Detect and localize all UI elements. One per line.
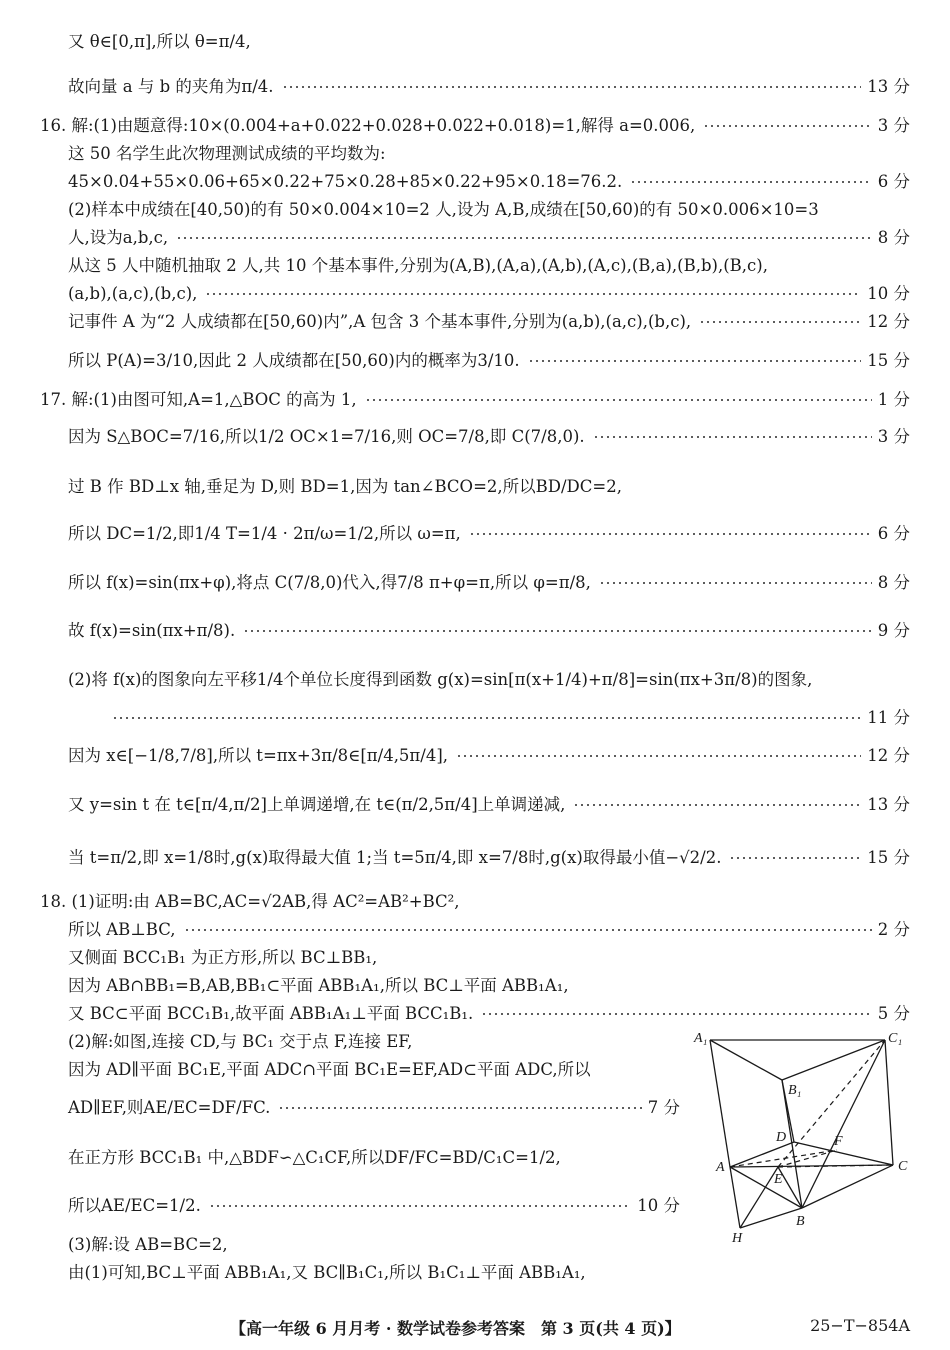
text-line	[0, 1195, 680, 1217]
line-text: 所以 P(A)=3/10,因此 2 人成绩都在[50,60)内的概率为3/10.	[68, 351, 520, 370]
text-line	[0, 1147, 680, 1169]
line-text: 又 θ∈[0,π],所以 θ=π/4,	[68, 32, 251, 51]
score: 15 分	[867, 848, 910, 867]
label-e: E	[774, 1172, 783, 1187]
text-line	[0, 476, 950, 498]
line-text: 所以 f(x)=sin(πx+φ),将点 C(7/8,0)代入,得7/8 π+φ=π,所以 φ=π/8,	[68, 573, 591, 592]
line-text: 故向量 a 与 b 的夹角为π/4.	[68, 77, 274, 96]
text-line	[0, 1234, 680, 1256]
text-line	[0, 350, 950, 372]
leader-dots	[282, 86, 862, 88]
label-a: A	[716, 1160, 725, 1175]
score: 3 分	[877, 427, 910, 446]
prism-figure	[690, 1030, 920, 1245]
leader-dots	[176, 237, 872, 239]
score: 1 分	[877, 390, 910, 409]
edge-c1-c	[885, 1040, 893, 1165]
line-text: 因为 S△BOC=7/16,所以1/2 OC×1=7/16,则 OC=7/8,即 C(7/8,0).	[68, 427, 585, 446]
text-line	[0, 523, 950, 545]
score: 7 分	[647, 1098, 680, 1117]
score: 3 分	[877, 116, 910, 135]
leader-dots	[573, 804, 861, 806]
edge-a-b	[730, 1167, 802, 1208]
leader-dots	[469, 533, 872, 535]
text-line	[0, 919, 950, 941]
score: 8 分	[877, 228, 910, 247]
text-line	[0, 426, 950, 448]
leader-dots	[481, 1013, 872, 1015]
line-text: (3)解:设 AB=BC=2,	[68, 1235, 228, 1254]
leader-dots	[729, 857, 861, 859]
text-line	[0, 620, 950, 642]
line-text: 因为 AD∥平面 BC₁E,平面 ADC∩平面 BC₁E=EF,AD⊂平面 ADC,所以	[68, 1060, 591, 1079]
line-text: 人,设为a,b,c,	[68, 228, 169, 247]
text-line	[0, 31, 950, 53]
edge-a-h	[730, 1167, 740, 1228]
text-line	[0, 947, 950, 969]
line-text: 18. (1)证明:由 AB=BC,AC=√2AB,得 AC²=AB²+BC²,	[40, 892, 460, 911]
leader-dots	[205, 293, 861, 295]
score: 12 分	[867, 746, 910, 765]
score: 6 分	[877, 524, 910, 543]
text-line	[0, 572, 950, 594]
label-a1: A₁	[694, 1031, 708, 1046]
line-text: 这 50 名学生此次物理测试成绩的平均数为:	[68, 144, 386, 163]
line-text: (2)解:如图,连接 CD,与 BC₁ 交于点 F,连接 EF,	[68, 1032, 413, 1051]
footer-title: 【高一年级 6 月月考 · 数学试卷参考答案 第 3 页(共 4 页)】	[230, 1319, 681, 1338]
text-line	[0, 143, 950, 165]
leader-dots	[528, 360, 862, 362]
footer-code: 25−T−854A	[810, 1316, 910, 1335]
leader-dots	[243, 630, 872, 632]
text-line	[0, 847, 950, 869]
edge-h-b	[740, 1208, 802, 1228]
line-text: 故 f(x)=sin(πx+π/8).	[68, 621, 236, 640]
text-line	[0, 283, 950, 305]
line-text: (a,b),(a,c),(b,c),	[68, 284, 198, 303]
line-text: 又 y=sin t 在 t∈[π/4,π/2]上单调递增,在 t∈(π/2,5π/4]上单调递减,	[68, 795, 566, 814]
leader-dots	[703, 125, 871, 127]
leader-dots	[112, 717, 861, 719]
line-text: 45×0.04+55×0.06+65×0.22+75×0.28+85×0.22+95×0.18=76.2.	[68, 172, 623, 191]
text-line	[0, 1031, 680, 1053]
line-text: 当 t=π/2,即 x=1/8时,g(x)取得最大值 1;当 t=5π/4,即 x=7/8时,g(x)取得最小值−√2/2.	[68, 848, 722, 867]
line-text: 又侧面 BCC₁B₁ 为正方形,所以 BC⊥BB₁,	[68, 948, 378, 967]
score: 8 分	[877, 573, 910, 592]
score: 5 分	[877, 1004, 910, 1023]
score: 13 分	[867, 77, 910, 96]
label-b1: B₁	[788, 1083, 802, 1098]
score: 6 分	[877, 172, 910, 191]
label-h: H	[732, 1231, 743, 1245]
text-line	[0, 76, 950, 98]
line-text: 由(1)可知,BC⊥平面 ABB₁A₁,又 BC∥B₁C₁,所以 B₁C₁⊥平面 ABB₁A₁,	[68, 1263, 586, 1282]
score: 9 分	[877, 621, 910, 640]
score: 11 分	[867, 708, 910, 727]
score: 12 分	[867, 312, 910, 331]
text-line	[0, 255, 950, 277]
text-line	[0, 1059, 680, 1081]
edge-d-c	[794, 1142, 893, 1165]
label-c: C	[898, 1159, 908, 1174]
text-line	[0, 975, 950, 997]
line-text: 所以 DC=1/2,即1/4 T=1/4 · 2π/ω=1/2,所以 ω=π,	[68, 524, 461, 543]
leader-dots	[278, 1107, 641, 1109]
text-line	[0, 794, 950, 816]
line-text: 16. 解:(1)由题意得:10×(0.004+a+0.022+0.028+0.022+0.018)=1,解得 a=0.006,	[40, 116, 696, 135]
edge-a1-b1	[710, 1040, 782, 1080]
text-line	[0, 1097, 680, 1119]
text-line	[0, 669, 950, 691]
dashed-a-f	[730, 1150, 837, 1167]
line-text: 因为 AB∩BB₁=B,AB,BB₁⊂平面 ABB₁A₁,所以 BC⊥平面 ABB₁A₁,	[68, 976, 569, 995]
text-line	[0, 745, 950, 767]
text-line	[0, 311, 950, 333]
label-f: F	[834, 1134, 843, 1149]
line-text: 从这 5 人中随机抽取 2 人,共 10 个基本事件,分别为(A,B),(A,a),(A,b),(A,c),(B,a),(B,b),(B,c),	[68, 256, 768, 275]
line-text: 过 B 作 BD⊥x 轴,垂足为 D,则 BD=1,因为 tan∠BCO=2,所以BD/DC=2,	[68, 477, 622, 496]
line-text: (2)将 f(x)的图象向左平移1/4个单位长度得到函数 g(x)=sin[π(x+1/4)+π/8]=sin(πx+3π/8)的图象,	[68, 670, 813, 689]
line-text: AD∥EF,则AE/EC=DF/FC.	[68, 1098, 271, 1117]
line-text: 因为 x∈[−1/8,7/8],所以 t=πx+3π/8∈[π/4,5π/4],	[68, 746, 449, 765]
text-line	[0, 389, 950, 411]
leader-dots	[699, 321, 861, 323]
leader-dots	[599, 582, 872, 584]
text-line	[0, 171, 950, 193]
edge-b-c	[802, 1165, 893, 1208]
text-line	[0, 891, 950, 913]
leader-dots	[209, 1205, 631, 1207]
score: 13 分	[867, 795, 910, 814]
line-text: 在正方形 BCC₁B₁ 中,△BDF∽△C₁CF,所以DF/FC=BD/C₁C=1/2,	[68, 1148, 561, 1167]
line-text: 17. 解:(1)由图可知,A=1,△BOC 的高为 1,	[40, 390, 357, 409]
text-line	[0, 227, 950, 249]
line-text: 记事件 A 为“2 人成绩都在[50,60)内”,A 包含 3 个基本事件,分别为(a,b),(a,c),(b,c),	[68, 312, 692, 331]
line-text: 所以 AB⊥BC,	[68, 920, 176, 939]
label-d: D	[776, 1130, 787, 1145]
leader-dots	[593, 436, 872, 438]
leader-dots	[365, 399, 872, 401]
text-line	[0, 115, 950, 137]
label-b: B	[796, 1214, 805, 1229]
text-line	[0, 707, 950, 729]
edge-a-d	[730, 1142, 794, 1167]
score: 15 分	[867, 351, 910, 370]
line-text: 所以AE/EC=1/2.	[68, 1196, 201, 1215]
text-line	[0, 199, 950, 221]
leader-dots	[184, 929, 872, 931]
label-c1: C₁	[888, 1031, 903, 1046]
score: 10 分	[637, 1196, 680, 1215]
line-text: 又 BC⊂平面 BCC₁B₁,故平面 ABB₁A₁⊥平面 BCC₁B₁.	[68, 1004, 474, 1023]
edge-b1-c1	[782, 1040, 885, 1080]
leader-dots	[456, 755, 861, 757]
text-line	[0, 1262, 950, 1284]
edge-a1-a	[710, 1040, 730, 1167]
score: 10 分	[867, 284, 910, 303]
score: 2 分	[877, 920, 910, 939]
line-text: (2)样本中成绩在[40,50)的有 50×0.004×10=2 人,设为 A,B,成绩在[50,60)的有 50×0.006×10=3	[68, 200, 819, 219]
leader-dots	[630, 181, 871, 183]
text-line	[0, 1003, 950, 1025]
